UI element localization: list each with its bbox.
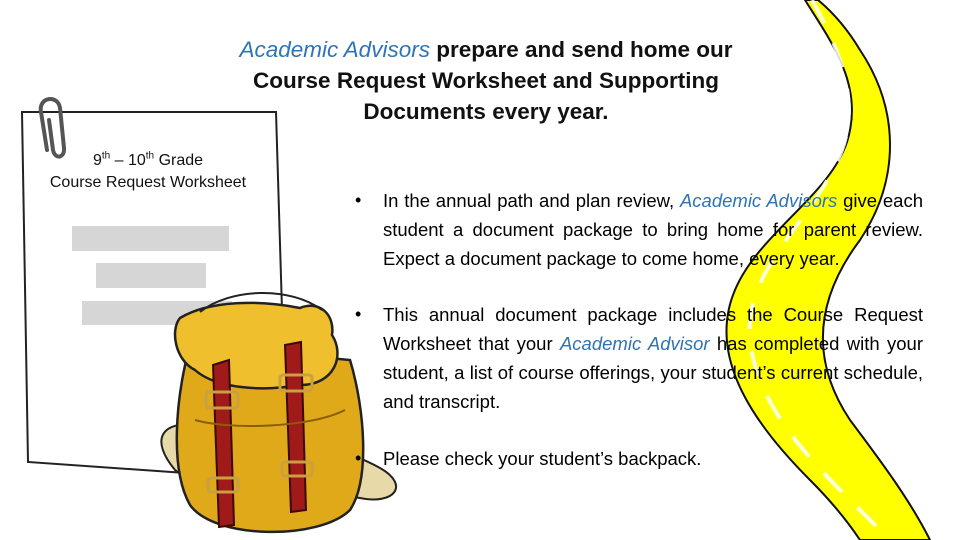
bullet-text: In the annual path and plan review,	[383, 190, 680, 211]
bullet-accent: Academic Advisor	[559, 333, 710, 354]
worksheet-grade-line: 9th – 10th Grade	[92, 150, 204, 169]
bullet-marker: •	[355, 304, 362, 324]
bullet-marker: •	[355, 448, 362, 468]
bullet-text: has completed with your student, a list of course offerings, your student’s current schedule, and transcript.	[383, 333, 923, 412]
bullet-accent: Academic Advisors	[679, 190, 838, 211]
worksheet-title	[22, 150, 274, 194]
bullet-marker: •	[355, 190, 362, 210]
bullet-text: give each student a document package to bring home for parent review. Expect a document package to come home, every year.	[383, 190, 923, 269]
headline-rest: prepare and send home our Course Request Worksheet and Supporting Documents every year.	[253, 37, 733, 124]
headline-accent: Academic Advisors	[239, 37, 430, 62]
bullet-text: This annual document package includes the Course Request Worksheet that your	[383, 304, 923, 354]
bullet-list	[355, 186, 923, 501]
bullet-item-1	[355, 186, 923, 273]
bullet-item-2	[355, 300, 923, 416]
bullet-text: Please check your student’s backpack.	[383, 448, 702, 469]
page-title	[212, 34, 760, 127]
bullet-item-3	[355, 444, 923, 473]
worksheet-name-line: Course Request Worksheet	[49, 174, 247, 191]
